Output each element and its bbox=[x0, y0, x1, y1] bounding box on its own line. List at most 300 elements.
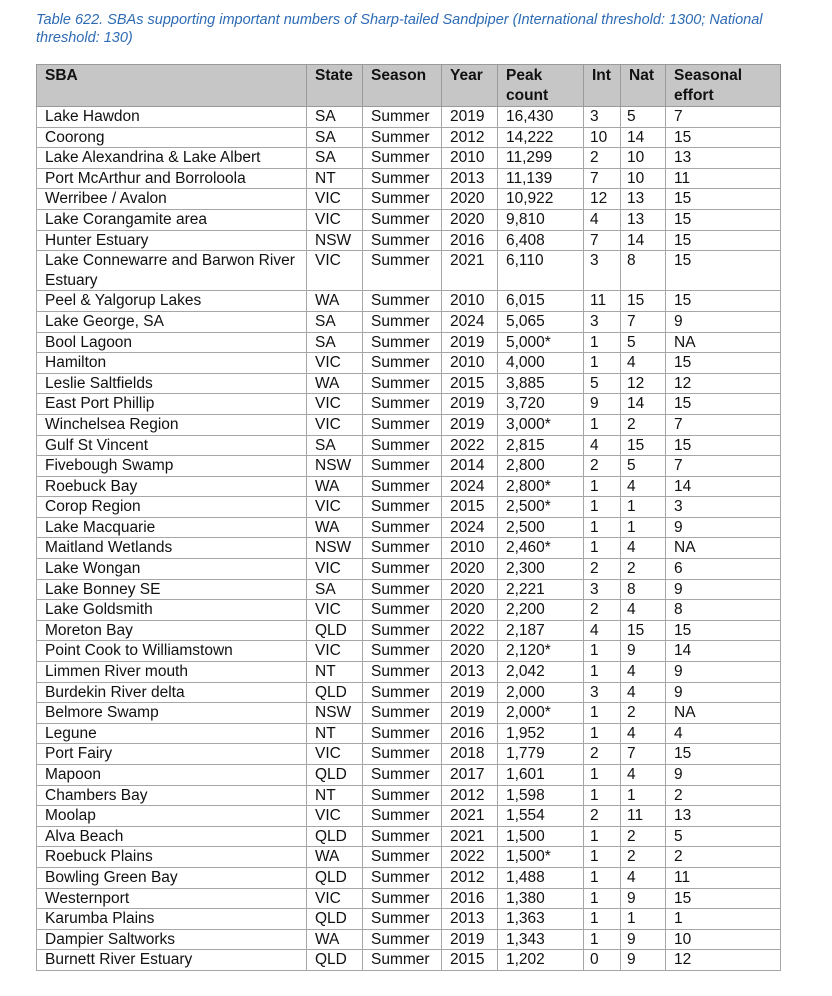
cell-year: 2010 bbox=[442, 353, 498, 374]
cell-int: 0 bbox=[584, 950, 621, 971]
cell-nat: 2 bbox=[621, 703, 666, 724]
cell-nat: 1 bbox=[621, 517, 666, 538]
cell-season: Summer bbox=[363, 251, 442, 291]
cell-seasonal-effort: 9 bbox=[666, 682, 781, 703]
cell-year: 2020 bbox=[442, 641, 498, 662]
cell-nat: 2 bbox=[621, 559, 666, 580]
cell-peak-count: 3,720 bbox=[498, 394, 584, 415]
cell-sba: Fivebough Swamp bbox=[37, 456, 307, 477]
cell-season: Summer bbox=[363, 538, 442, 559]
cell-state: SA bbox=[307, 127, 363, 148]
table-row bbox=[37, 148, 781, 169]
header-season: Season bbox=[363, 65, 442, 107]
cell-int: 1 bbox=[584, 867, 621, 888]
cell-sba: Corop Region bbox=[37, 497, 307, 518]
cell-season: Summer bbox=[363, 353, 442, 374]
cell-int: 1 bbox=[584, 785, 621, 806]
cell-state: VIC bbox=[307, 394, 363, 415]
cell-state: SA bbox=[307, 332, 363, 353]
cell-int: 1 bbox=[584, 538, 621, 559]
header-peak-line1: Peak bbox=[506, 67, 543, 84]
cell-year: 2015 bbox=[442, 497, 498, 518]
cell-sba: Moreton Bay bbox=[37, 620, 307, 641]
cell-peak-count: 5,000* bbox=[498, 332, 584, 353]
cell-year: 2020 bbox=[442, 600, 498, 621]
cell-peak-count: 2,000 bbox=[498, 682, 584, 703]
cell-peak-count: 2,800 bbox=[498, 456, 584, 477]
cell-state: QLD bbox=[307, 867, 363, 888]
cell-nat: 1 bbox=[621, 497, 666, 518]
cell-peak-count: 11,139 bbox=[498, 168, 584, 189]
cell-int: 1 bbox=[584, 909, 621, 930]
cell-seasonal-effort: 6 bbox=[666, 559, 781, 580]
cell-state: WA bbox=[307, 929, 363, 950]
cell-seasonal-effort: 3 bbox=[666, 497, 781, 518]
table-row bbox=[37, 950, 781, 971]
cell-year: 2019 bbox=[442, 929, 498, 950]
cell-peak-count: 4,000 bbox=[498, 353, 584, 374]
cell-int: 2 bbox=[584, 600, 621, 621]
table-row bbox=[37, 847, 781, 868]
cell-peak-count: 9,810 bbox=[498, 209, 584, 230]
cell-int: 1 bbox=[584, 497, 621, 518]
cell-year: 2021 bbox=[442, 806, 498, 827]
cell-nat: 5 bbox=[621, 332, 666, 353]
cell-sba: Winchelsea Region bbox=[37, 414, 307, 435]
cell-sba: Westernport bbox=[37, 888, 307, 909]
cell-peak-count: 2,460* bbox=[498, 538, 584, 559]
cell-season: Summer bbox=[363, 641, 442, 662]
cell-state: VIC bbox=[307, 497, 363, 518]
cell-seasonal-effort: 15 bbox=[666, 394, 781, 415]
cell-year: 2022 bbox=[442, 435, 498, 456]
table-row bbox=[37, 373, 781, 394]
header-state: State bbox=[307, 65, 363, 107]
cell-nat: 2 bbox=[621, 826, 666, 847]
cell-state: NT bbox=[307, 723, 363, 744]
cell-nat: 12 bbox=[621, 373, 666, 394]
cell-peak-count: 1,363 bbox=[498, 909, 584, 930]
cell-peak-count: 11,299 bbox=[498, 148, 584, 169]
cell-int: 7 bbox=[584, 168, 621, 189]
cell-state: QLD bbox=[307, 765, 363, 786]
table-row bbox=[37, 806, 781, 827]
cell-sba: Moolap bbox=[37, 806, 307, 827]
cell-season: Summer bbox=[363, 806, 442, 827]
cell-state: QLD bbox=[307, 620, 363, 641]
header-peak-count bbox=[498, 65, 584, 107]
cell-year: 2013 bbox=[442, 909, 498, 930]
cell-nat: 4 bbox=[621, 600, 666, 621]
cell-int: 3 bbox=[584, 107, 621, 128]
cell-peak-count: 6,408 bbox=[498, 230, 584, 251]
cell-peak-count: 14,222 bbox=[498, 127, 584, 148]
cell-season: Summer bbox=[363, 744, 442, 765]
cell-year: 2016 bbox=[442, 888, 498, 909]
header-effort-line2: effort bbox=[674, 87, 714, 104]
cell-nat: 13 bbox=[621, 209, 666, 230]
cell-season: Summer bbox=[363, 600, 442, 621]
cell-season: Summer bbox=[363, 723, 442, 744]
cell-year: 2020 bbox=[442, 209, 498, 230]
header-sba: SBA bbox=[37, 65, 307, 107]
cell-season: Summer bbox=[363, 682, 442, 703]
cell-peak-count: 1,952 bbox=[498, 723, 584, 744]
table-row bbox=[37, 703, 781, 724]
cell-nat: 4 bbox=[621, 662, 666, 683]
header-year: Year bbox=[442, 65, 498, 107]
cell-year: 2024 bbox=[442, 517, 498, 538]
cell-season: Summer bbox=[363, 950, 442, 971]
cell-state: SA bbox=[307, 579, 363, 600]
cell-peak-count: 16,430 bbox=[498, 107, 584, 128]
cell-peak-count: 2,221 bbox=[498, 579, 584, 600]
cell-year: 2017 bbox=[442, 765, 498, 786]
cell-int: 11 bbox=[584, 291, 621, 312]
cell-season: Summer bbox=[363, 209, 442, 230]
cell-sba: Gulf St Vincent bbox=[37, 435, 307, 456]
table-row bbox=[37, 414, 781, 435]
cell-year: 2022 bbox=[442, 847, 498, 868]
cell-seasonal-effort: 9 bbox=[666, 765, 781, 786]
cell-sba: Burnett River Estuary bbox=[37, 950, 307, 971]
cell-state: WA bbox=[307, 517, 363, 538]
cell-peak-count: 1,380 bbox=[498, 888, 584, 909]
cell-sba: Port McArthur and Borroloola bbox=[37, 168, 307, 189]
cell-int: 1 bbox=[584, 332, 621, 353]
cell-int: 2 bbox=[584, 806, 621, 827]
cell-int: 1 bbox=[584, 641, 621, 662]
cell-year: 2024 bbox=[442, 476, 498, 497]
cell-nat: 4 bbox=[621, 765, 666, 786]
table-row bbox=[37, 723, 781, 744]
cell-year: 2021 bbox=[442, 251, 498, 291]
cell-peak-count: 2,815 bbox=[498, 435, 584, 456]
cell-sba: Belmore Swamp bbox=[37, 703, 307, 724]
cell-year: 2024 bbox=[442, 311, 498, 332]
cell-peak-count: 2,500* bbox=[498, 497, 584, 518]
cell-nat: 1 bbox=[621, 785, 666, 806]
cell-sba: Lake Goldsmith bbox=[37, 600, 307, 621]
cell-seasonal-effort: 15 bbox=[666, 209, 781, 230]
cell-sba: Hamilton bbox=[37, 353, 307, 374]
cell-seasonal-effort: NA bbox=[666, 703, 781, 724]
cell-peak-count: 6,110 bbox=[498, 251, 584, 291]
cell-sba: East Port Phillip bbox=[37, 394, 307, 415]
cell-int: 3 bbox=[584, 311, 621, 332]
cell-state: QLD bbox=[307, 909, 363, 930]
cell-int: 9 bbox=[584, 394, 621, 415]
table-row bbox=[37, 332, 781, 353]
cell-state: VIC bbox=[307, 806, 363, 827]
table-row bbox=[37, 641, 781, 662]
table-row bbox=[37, 107, 781, 128]
cell-sba: Lake Connewarre and Barwon River Estuary bbox=[37, 251, 307, 291]
cell-year: 2010 bbox=[442, 291, 498, 312]
cell-seasonal-effort: 10 bbox=[666, 929, 781, 950]
table-row bbox=[37, 456, 781, 477]
table-row bbox=[37, 662, 781, 683]
cell-int: 1 bbox=[584, 888, 621, 909]
cell-int: 7 bbox=[584, 230, 621, 251]
cell-nat: 15 bbox=[621, 435, 666, 456]
cell-nat: 8 bbox=[621, 579, 666, 600]
cell-year: 2019 bbox=[442, 107, 498, 128]
cell-state: QLD bbox=[307, 682, 363, 703]
cell-sba: Peel & Yalgorup Lakes bbox=[37, 291, 307, 312]
cell-sba: Lake George, SA bbox=[37, 311, 307, 332]
cell-int: 1 bbox=[584, 765, 621, 786]
cell-season: Summer bbox=[363, 291, 442, 312]
cell-sba: Lake Hawdon bbox=[37, 107, 307, 128]
cell-seasonal-effort: 9 bbox=[666, 662, 781, 683]
cell-seasonal-effort: 12 bbox=[666, 950, 781, 971]
cell-seasonal-effort: 15 bbox=[666, 744, 781, 765]
cell-int: 3 bbox=[584, 579, 621, 600]
cell-int: 1 bbox=[584, 826, 621, 847]
cell-sba: Legune bbox=[37, 723, 307, 744]
cell-season: Summer bbox=[363, 620, 442, 641]
cell-nat: 2 bbox=[621, 414, 666, 435]
cell-seasonal-effort: 15 bbox=[666, 353, 781, 374]
cell-year: 2010 bbox=[442, 538, 498, 559]
cell-int: 1 bbox=[584, 517, 621, 538]
cell-state: NT bbox=[307, 785, 363, 806]
cell-year: 2020 bbox=[442, 189, 498, 210]
cell-int: 1 bbox=[584, 703, 621, 724]
cell-season: Summer bbox=[363, 497, 442, 518]
cell-season: Summer bbox=[363, 826, 442, 847]
header-peak-line2: count bbox=[506, 87, 549, 104]
cell-sba: Burdekin River delta bbox=[37, 682, 307, 703]
cell-state: VIC bbox=[307, 251, 363, 291]
cell-year: 2020 bbox=[442, 579, 498, 600]
table-row bbox=[37, 600, 781, 621]
cell-int: 1 bbox=[584, 723, 621, 744]
cell-peak-count: 1,554 bbox=[498, 806, 584, 827]
header-nat: Nat bbox=[621, 65, 666, 107]
table-header bbox=[37, 65, 781, 107]
cell-peak-count: 3,885 bbox=[498, 373, 584, 394]
cell-peak-count: 2,187 bbox=[498, 620, 584, 641]
cell-int: 1 bbox=[584, 847, 621, 868]
cell-season: Summer bbox=[363, 888, 442, 909]
cell-nat: 2 bbox=[621, 847, 666, 868]
cell-peak-count: 1,779 bbox=[498, 744, 584, 765]
cell-nat: 9 bbox=[621, 929, 666, 950]
cell-int: 1 bbox=[584, 353, 621, 374]
cell-season: Summer bbox=[363, 559, 442, 580]
cell-sba: Bowling Green Bay bbox=[37, 867, 307, 888]
cell-season: Summer bbox=[363, 332, 442, 353]
cell-peak-count: 2,042 bbox=[498, 662, 584, 683]
cell-int: 1 bbox=[584, 414, 621, 435]
cell-seasonal-effort: 1 bbox=[666, 909, 781, 930]
cell-seasonal-effort: 13 bbox=[666, 148, 781, 169]
cell-sba: Dampier Saltworks bbox=[37, 929, 307, 950]
cell-year: 2019 bbox=[442, 332, 498, 353]
cell-year: 2016 bbox=[442, 230, 498, 251]
cell-seasonal-effort: 15 bbox=[666, 251, 781, 291]
cell-peak-count: 5,065 bbox=[498, 311, 584, 332]
table-row bbox=[37, 538, 781, 559]
cell-season: Summer bbox=[363, 929, 442, 950]
cell-sba: Bool Lagoon bbox=[37, 332, 307, 353]
cell-sba: Lake Wongan bbox=[37, 559, 307, 580]
table-row bbox=[37, 867, 781, 888]
cell-peak-count: 1,202 bbox=[498, 950, 584, 971]
cell-sba: Roebuck Bay bbox=[37, 476, 307, 497]
cell-nat: 4 bbox=[621, 476, 666, 497]
cell-seasonal-effort: 12 bbox=[666, 373, 781, 394]
cell-nat: 9 bbox=[621, 641, 666, 662]
header-row bbox=[37, 65, 781, 107]
table-row bbox=[37, 497, 781, 518]
cell-sba: Hunter Estuary bbox=[37, 230, 307, 251]
cell-peak-count: 2,500 bbox=[498, 517, 584, 538]
cell-year: 2015 bbox=[442, 373, 498, 394]
cell-nat: 10 bbox=[621, 148, 666, 169]
cell-season: Summer bbox=[363, 414, 442, 435]
cell-nat: 15 bbox=[621, 620, 666, 641]
cell-int: 1 bbox=[584, 476, 621, 497]
cell-sba: Werribee / Avalon bbox=[37, 189, 307, 210]
cell-peak-count: 2,000* bbox=[498, 703, 584, 724]
cell-int: 4 bbox=[584, 435, 621, 456]
cell-peak-count: 1,488 bbox=[498, 867, 584, 888]
cell-year: 2021 bbox=[442, 826, 498, 847]
table-row bbox=[37, 291, 781, 312]
cell-state: VIC bbox=[307, 641, 363, 662]
cell-seasonal-effort: 2 bbox=[666, 785, 781, 806]
cell-state: NSW bbox=[307, 456, 363, 477]
cell-int: 1 bbox=[584, 662, 621, 683]
cell-state: VIC bbox=[307, 209, 363, 230]
cell-sba: Chambers Bay bbox=[37, 785, 307, 806]
cell-seasonal-effort: 9 bbox=[666, 579, 781, 600]
cell-sba: Lake Macquarie bbox=[37, 517, 307, 538]
cell-year: 2010 bbox=[442, 148, 498, 169]
cell-peak-count: 1,500 bbox=[498, 826, 584, 847]
cell-seasonal-effort: 8 bbox=[666, 600, 781, 621]
cell-peak-count: 10,922 bbox=[498, 189, 584, 210]
cell-sba: Roebuck Plains bbox=[37, 847, 307, 868]
cell-seasonal-effort: 7 bbox=[666, 456, 781, 477]
cell-seasonal-effort: 14 bbox=[666, 641, 781, 662]
cell-nat: 15 bbox=[621, 291, 666, 312]
cell-state: VIC bbox=[307, 559, 363, 580]
cell-seasonal-effort: 7 bbox=[666, 414, 781, 435]
cell-state: VIC bbox=[307, 888, 363, 909]
table-row bbox=[37, 620, 781, 641]
cell-year: 2022 bbox=[442, 620, 498, 641]
cell-int: 3 bbox=[584, 682, 621, 703]
table-row bbox=[37, 168, 781, 189]
cell-seasonal-effort: 2 bbox=[666, 847, 781, 868]
cell-state: NSW bbox=[307, 538, 363, 559]
cell-season: Summer bbox=[363, 394, 442, 415]
cell-nat: 14 bbox=[621, 127, 666, 148]
cell-year: 2014 bbox=[442, 456, 498, 477]
cell-state: WA bbox=[307, 291, 363, 312]
table-row bbox=[37, 559, 781, 580]
cell-state: QLD bbox=[307, 950, 363, 971]
table-row bbox=[37, 909, 781, 930]
cell-year: 2013 bbox=[442, 168, 498, 189]
table-row bbox=[37, 826, 781, 847]
cell-peak-count: 2,800* bbox=[498, 476, 584, 497]
cell-peak-count: 3,000* bbox=[498, 414, 584, 435]
cell-season: Summer bbox=[363, 867, 442, 888]
cell-year: 2016 bbox=[442, 723, 498, 744]
cell-season: Summer bbox=[363, 476, 442, 497]
cell-int: 2 bbox=[584, 456, 621, 477]
cell-int: 4 bbox=[584, 209, 621, 230]
cell-seasonal-effort: 15 bbox=[666, 435, 781, 456]
cell-nat: 4 bbox=[621, 867, 666, 888]
cell-nat: 14 bbox=[621, 230, 666, 251]
table-row bbox=[37, 888, 781, 909]
cell-year: 2020 bbox=[442, 559, 498, 580]
cell-year: 2015 bbox=[442, 950, 498, 971]
cell-nat: 11 bbox=[621, 806, 666, 827]
cell-state: WA bbox=[307, 476, 363, 497]
cell-peak-count: 6,015 bbox=[498, 291, 584, 312]
cell-season: Summer bbox=[363, 168, 442, 189]
cell-state: NSW bbox=[307, 230, 363, 251]
cell-year: 2019 bbox=[442, 682, 498, 703]
cell-seasonal-effort: 15 bbox=[666, 189, 781, 210]
cell-seasonal-effort: NA bbox=[666, 332, 781, 353]
cell-nat: 9 bbox=[621, 888, 666, 909]
cell-season: Summer bbox=[363, 517, 442, 538]
cell-state: VIC bbox=[307, 353, 363, 374]
cell-season: Summer bbox=[363, 127, 442, 148]
cell-state: SA bbox=[307, 107, 363, 128]
cell-nat: 7 bbox=[621, 744, 666, 765]
cell-year: 2012 bbox=[442, 867, 498, 888]
cell-nat: 7 bbox=[621, 311, 666, 332]
table-row bbox=[37, 517, 781, 538]
cell-state: VIC bbox=[307, 189, 363, 210]
cell-year: 2012 bbox=[442, 127, 498, 148]
cell-peak-count: 1,500* bbox=[498, 847, 584, 868]
table-row bbox=[37, 394, 781, 415]
cell-seasonal-effort: 7 bbox=[666, 107, 781, 128]
cell-season: Summer bbox=[363, 785, 442, 806]
cell-sba: Maitland Wetlands bbox=[37, 538, 307, 559]
table-row bbox=[37, 189, 781, 210]
table-row bbox=[37, 251, 781, 291]
cell-sba: Point Cook to Williamstown bbox=[37, 641, 307, 662]
cell-nat: 4 bbox=[621, 682, 666, 703]
cell-state: WA bbox=[307, 373, 363, 394]
cell-year: 2019 bbox=[442, 394, 498, 415]
cell-nat: 13 bbox=[621, 189, 666, 210]
cell-season: Summer bbox=[363, 107, 442, 128]
cell-seasonal-effort: 15 bbox=[666, 291, 781, 312]
cell-year: 2018 bbox=[442, 744, 498, 765]
cell-state: VIC bbox=[307, 744, 363, 765]
sba-table bbox=[36, 64, 781, 971]
header-effort-line1: Seasonal bbox=[674, 67, 743, 84]
cell-season: Summer bbox=[363, 765, 442, 786]
cell-sba: Port Fairy bbox=[37, 744, 307, 765]
cell-nat: 5 bbox=[621, 456, 666, 477]
cell-nat: 9 bbox=[621, 950, 666, 971]
cell-seasonal-effort: 5 bbox=[666, 826, 781, 847]
cell-int: 4 bbox=[584, 620, 621, 641]
